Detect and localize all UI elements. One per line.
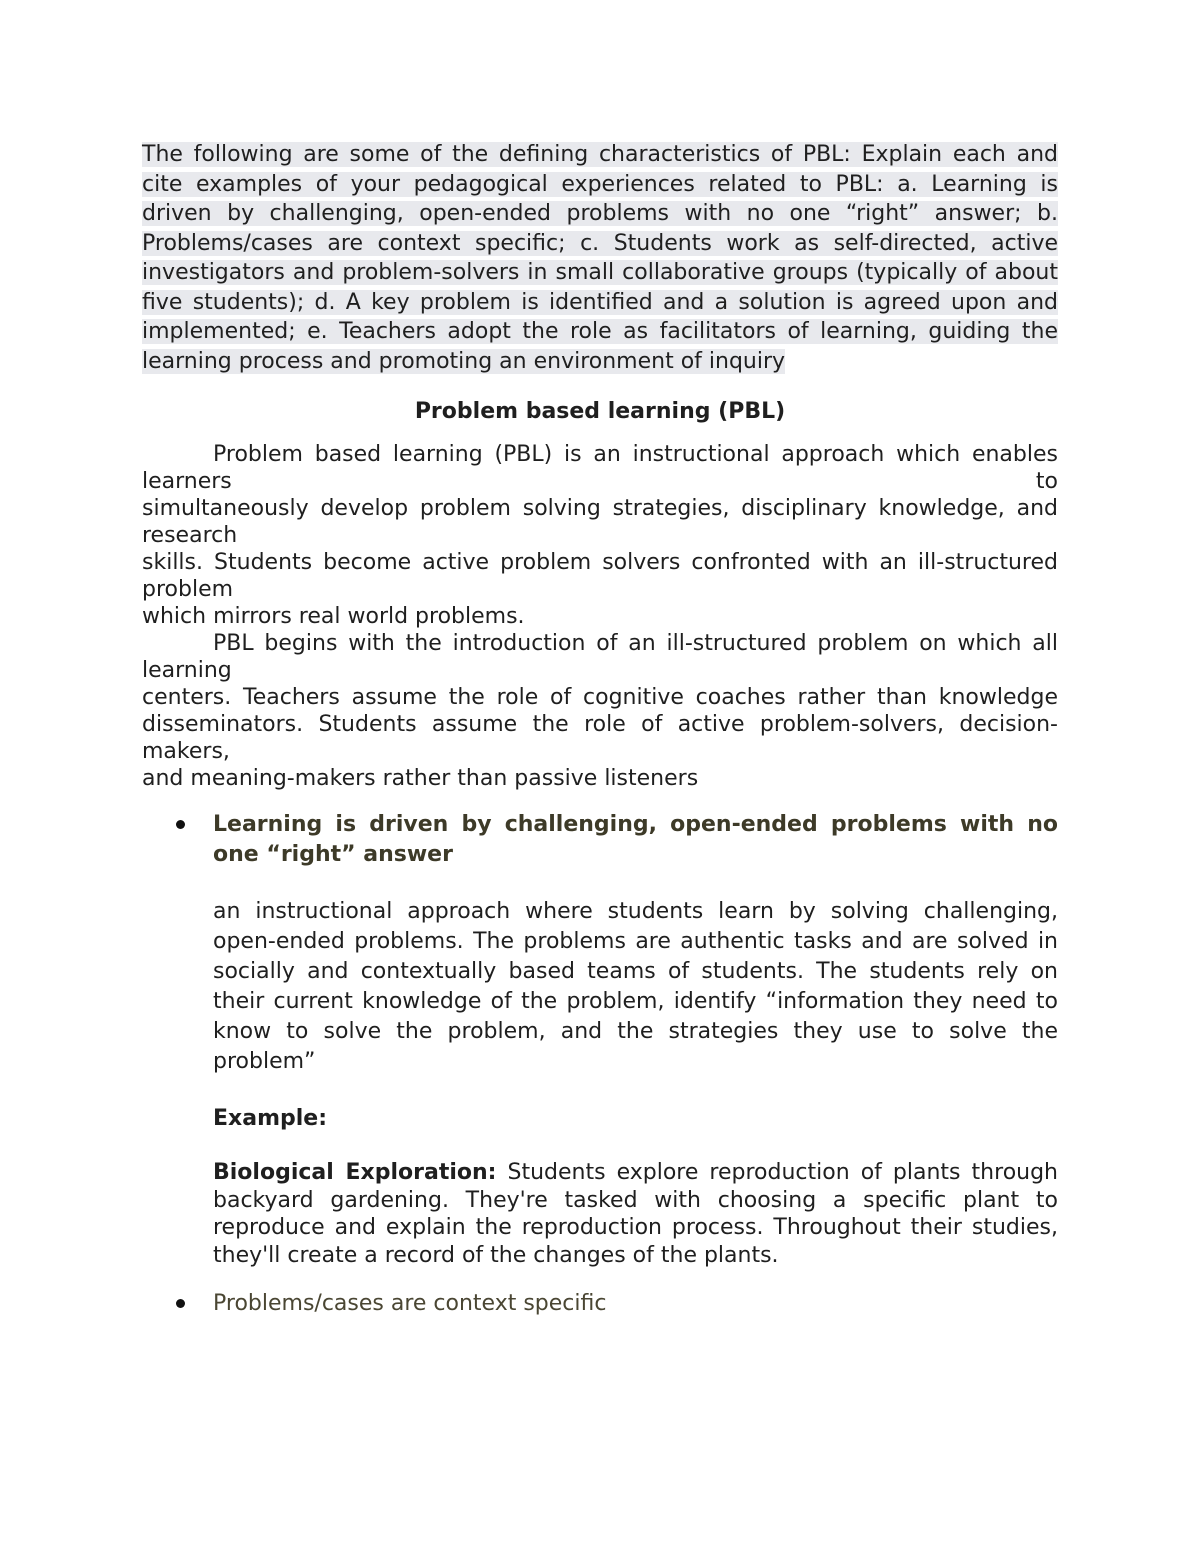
paragraph-line: PBL begins with the introduction of an ill-structured problem on which all learning	[142, 631, 1058, 683]
list-item	[142, 1289, 1058, 1319]
document-page	[142, 140, 1058, 1319]
paragraph-line: and meaning-makers rather than passive listeners	[142, 766, 699, 791]
bullet-list	[142, 810, 1058, 1319]
bullet-icon	[176, 1299, 185, 1308]
example-name: Biological Exploration:	[213, 1160, 497, 1185]
bullet-title: Problems/cases are context specific	[213, 1291, 607, 1316]
example-paragraph	[213, 1159, 1058, 1269]
paragraph-line: simultaneously develop problem solving strategies, disciplinary knowledge, and research	[142, 496, 1058, 548]
bullet-title: Learning is driven by challenging, open-ended problems with no one “right” answer	[213, 812, 1058, 867]
body-paragraph-2	[142, 630, 1058, 792]
section-heading: Problem based learning (PBL)	[414, 399, 786, 424]
body-paragraph-1	[142, 441, 1058, 630]
bullet-body: an instructional approach where students learn by solving challenging, open-ended problems. The problems are authentic tasks and are solved in socially and contextually based teams of students. The students rely on their current knowledge of the problem, identify “information they need to know to solve the problem, and the strategies they use to solve the problem”	[213, 899, 1058, 1074]
example-label: Example:	[213, 1106, 327, 1131]
list-item	[142, 810, 1058, 1269]
paragraph-line: Problem based learning (PBL) is an instructional approach which enables learners to	[142, 442, 1058, 494]
paragraph-line: skills. Students become active problem solvers confronted with an ill-structured problem	[142, 550, 1058, 602]
intro-paragraph	[142, 140, 1058, 376]
highlighted-text: The following are some of the defining characteristics of PBL: Explain each and cite examples of your pedagogical experiences related to PBL: a. Learning is driven by challenging, open-ended problems with no one “right” answer; b. Problems/cases are context specific; c. Students work as self-directed, active investigators and problem-solvers in small collaborative groups (typically of about five students); d. A key problem is identified and a solution is agreed upon and implemented; e. Teachers adopt the role as facilitators of learning, guiding the learning process and promoting an environment of inquiry	[142, 142, 1058, 374]
example-text: Students explore reproduction of plants through backyard gardening. They're tasked with choosing a specific plant to reproduce and explain the reproduction process. Throughout their studies, they'll create a record of the changes of the plants.	[213, 1160, 1058, 1268]
bullet-icon	[176, 820, 185, 829]
paragraph-line: centers. Teachers assume the role of cognitive coaches rather than knowledge	[142, 685, 1058, 710]
paragraph-line: which mirrors real world problems.	[142, 604, 525, 629]
paragraph-line: disseminators. Students assume the role of active problem-solvers, decision-makers,	[142, 712, 1058, 764]
